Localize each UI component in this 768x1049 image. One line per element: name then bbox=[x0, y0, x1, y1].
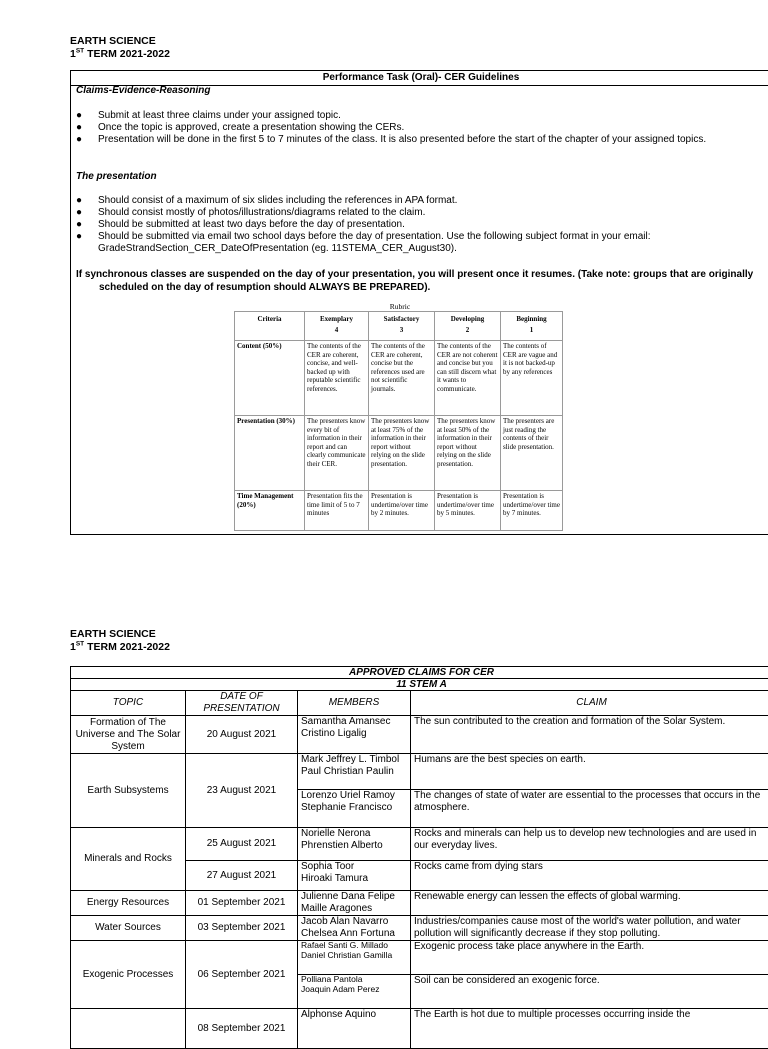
topic-cell: Earth Subsystems bbox=[71, 754, 186, 828]
list-item: ● Submit at least three claims under your assigned topic. bbox=[76, 110, 766, 122]
topic-cell: Minerals and Rocks bbox=[71, 828, 186, 891]
rubric-cell: Presentation is undertime/over time by 2 minutes. bbox=[369, 491, 435, 531]
rubric-cell: The contents of CER are vague and it is not backed-up by any references bbox=[501, 341, 563, 416]
claim-cell: Renewable energy can lessen the effects of global warming. bbox=[411, 891, 768, 916]
term-label: 1ST TERM 2021-2022 bbox=[70, 641, 170, 654]
claim-cell: The changes of state of water are essential to the processes that occurs in the atmosphere. bbox=[411, 790, 768, 828]
list-item: ● Should consist of a maximum of six slides including the references in APA format. bbox=[76, 195, 766, 207]
rubric-row bbox=[235, 491, 563, 531]
date-cell: 03 September 2021 bbox=[186, 916, 298, 941]
requirements-list bbox=[76, 110, 766, 146]
rubric-cell: Presentation fits the time limit of 5 to 7 minutes bbox=[305, 491, 369, 531]
members-cell: Mark Jeffrey L. Timbol Paul Christian Paulin bbox=[298, 754, 411, 790]
rubric-criteria: Content (50%) bbox=[235, 341, 305, 416]
members-cell: Alphonse Aquino bbox=[298, 1009, 411, 1049]
rubric-header: Beginning 1 bbox=[501, 312, 563, 341]
members-cell: Julienne Dana Felipe Maille Aragones bbox=[298, 891, 411, 916]
date-cell: 20 August 2021 bbox=[186, 716, 298, 754]
table-row bbox=[71, 916, 768, 941]
rubric-cell: The contents of the CER are coherent, concise but the references used are not scientific journals. bbox=[369, 341, 435, 416]
members-cell: Sophia Toor Hiroaki Tamura bbox=[298, 861, 411, 891]
subject-title: EARTH SCIENCE bbox=[70, 35, 170, 48]
members-cell: Rafael Santi G. Millado Daniel Christian Gamilla bbox=[298, 941, 411, 975]
rubric-cell: The presenters know every bit of information in their report and can clearly communicate their CER. bbox=[305, 416, 369, 491]
date-cell: 01 September 2021 bbox=[186, 891, 298, 916]
members-cell: Polliana Pantola Joaquin Adam Perez bbox=[298, 975, 411, 1009]
rubric-cell: The contents of the CER are coherent, concise, and well-backed up with reputable scientific references. bbox=[305, 341, 369, 416]
column-header-row bbox=[71, 691, 768, 716]
presentation-list bbox=[76, 195, 766, 255]
table-row bbox=[71, 891, 768, 916]
list-item: ● Should consist mostly of photos/illustrations/diagrams related to the claim. bbox=[76, 207, 766, 219]
rubric-cell: The contents of the CER are not coherent and concise but you can still discern what it wants to communicate. bbox=[435, 341, 501, 416]
topic-cell: Water Sources bbox=[71, 916, 186, 941]
subject-title: EARTH SCIENCE bbox=[70, 628, 170, 641]
members-cell: Jacob Alan Navarro Chelsea Ann Fortuna bbox=[298, 916, 411, 941]
members-cell: Lorenzo Uriel Ramoy Stephanie Francisco bbox=[298, 790, 411, 828]
presentation-heading: The presentation bbox=[76, 171, 157, 183]
column-header: TOPIC bbox=[71, 691, 186, 716]
column-header: DATE OF PRESENTATION bbox=[186, 691, 298, 716]
table-row bbox=[71, 828, 768, 861]
date-cell: 25 August 2021 bbox=[186, 828, 298, 861]
section-label: 11 STEM A bbox=[71, 679, 768, 691]
rubric-header: Criteria bbox=[235, 312, 305, 341]
rubric-row bbox=[235, 341, 563, 416]
claim-cell: Rocks came from dying stars bbox=[411, 861, 768, 891]
claim-cell: The Earth is hot due to multiple processes occurring inside the bbox=[411, 1009, 768, 1049]
table-row bbox=[71, 1009, 768, 1049]
rubric-cell: The presenters know at least 50% of the information in their report without relying on the slide presentation. bbox=[435, 416, 501, 491]
topic-cell: Energy Resources bbox=[71, 891, 186, 916]
column-header: MEMBERS bbox=[298, 691, 411, 716]
guidelines-title: Performance Task (Oral)- CER Guidelines bbox=[71, 71, 768, 86]
claims-table-title: APPROVED CLAIMS FOR CER bbox=[71, 667, 768, 679]
guidelines-subtitle: Claims-Evidence-Reasoning bbox=[76, 85, 210, 97]
rubric-cell: The presenters know at least 75% of the information in their report without relying on the slide presentation. bbox=[369, 416, 435, 491]
term-label: 1ST TERM 2021-2022 bbox=[70, 48, 170, 61]
list-item: ● Should be submitted at least two days before the day of presentation. bbox=[76, 219, 766, 231]
rubric-header: Developing 2 bbox=[435, 312, 501, 341]
rubric-header: Satisfactory 3 bbox=[369, 312, 435, 341]
rubric-cell: Presentation is undertime/over time by 7 minutes. bbox=[501, 491, 563, 531]
date-cell: 06 September 2021 bbox=[186, 941, 298, 1009]
table-row bbox=[71, 941, 768, 975]
page-header bbox=[70, 628, 170, 654]
list-item: ● Should be submitted via email two school days before the day of presentation. Use the following subject format in your email: GradeStrandSection_CER_DateOfPresentation (eg. 11STEMA_CER_August30). bbox=[76, 231, 766, 255]
date-cell: 27 August 2021 bbox=[186, 861, 298, 891]
date-cell: 08 September 2021 bbox=[186, 1009, 298, 1049]
claim-cell: Soil can be considered an exogenic force. bbox=[411, 975, 768, 1009]
claim-cell: Humans are the best species on earth. bbox=[411, 754, 768, 790]
suspension-note: If synchronous classes are suspended on the day of your presentation, you will present once it resumes. (Take note: groups that are originally scheduled on the day of resumption should ALWAYS BE PREPARED). bbox=[76, 268, 764, 294]
table-row bbox=[71, 716, 768, 754]
rubric-table bbox=[234, 311, 563, 531]
topic-cell: Exogenic Processes bbox=[71, 941, 186, 1009]
list-item: ● Presentation will be done in the first 5 to 7 minutes of the class. It is also presented before the start of the chapter of your assigned topics. bbox=[76, 134, 766, 146]
claim-cell: The sun contributed to the creation and formation of the Solar System. bbox=[411, 716, 768, 754]
rubric-row bbox=[235, 416, 563, 491]
column-header: CLAIM bbox=[411, 691, 768, 716]
topic-cell bbox=[71, 1009, 186, 1049]
rubric-header: Exemplary 4 bbox=[305, 312, 369, 341]
members-cell: Samantha Amansec Cristino Ligalig bbox=[298, 716, 411, 754]
rubric-header-row bbox=[235, 312, 563, 341]
rubric-caption: Rubric bbox=[234, 302, 566, 311]
page-header bbox=[70, 35, 170, 61]
rubric-criteria: Presentation (30%) bbox=[235, 416, 305, 491]
claim-cell: Rocks and minerals can help us to develop new technologies and are used in our everyday lives. bbox=[411, 828, 768, 861]
topic-cell: Formation of The Universe and The Solar System bbox=[71, 716, 186, 754]
list-item: ● Once the topic is approved, create a presentation showing the CERs. bbox=[76, 122, 766, 134]
claim-cell: Exogenic process take place anywhere in the Earth. bbox=[411, 941, 768, 975]
approved-claims-table bbox=[70, 666, 768, 1049]
members-cell: Norielle Nerona Phrenstien Alberto bbox=[298, 828, 411, 861]
claim-cell: Industries/companies cause most of the world's water pollution, and water pollution will significantly decrease if they stop polluting. bbox=[411, 916, 768, 941]
rubric-cell: The presenters are just reading the contents of their slide presentation. bbox=[501, 416, 563, 491]
table-row bbox=[71, 754, 768, 790]
rubric-criteria: Time Management (20%) bbox=[235, 491, 305, 531]
date-cell: 23 August 2021 bbox=[186, 754, 298, 828]
rubric-cell: Presentation is undertime/over time by 5 minutes. bbox=[435, 491, 501, 531]
